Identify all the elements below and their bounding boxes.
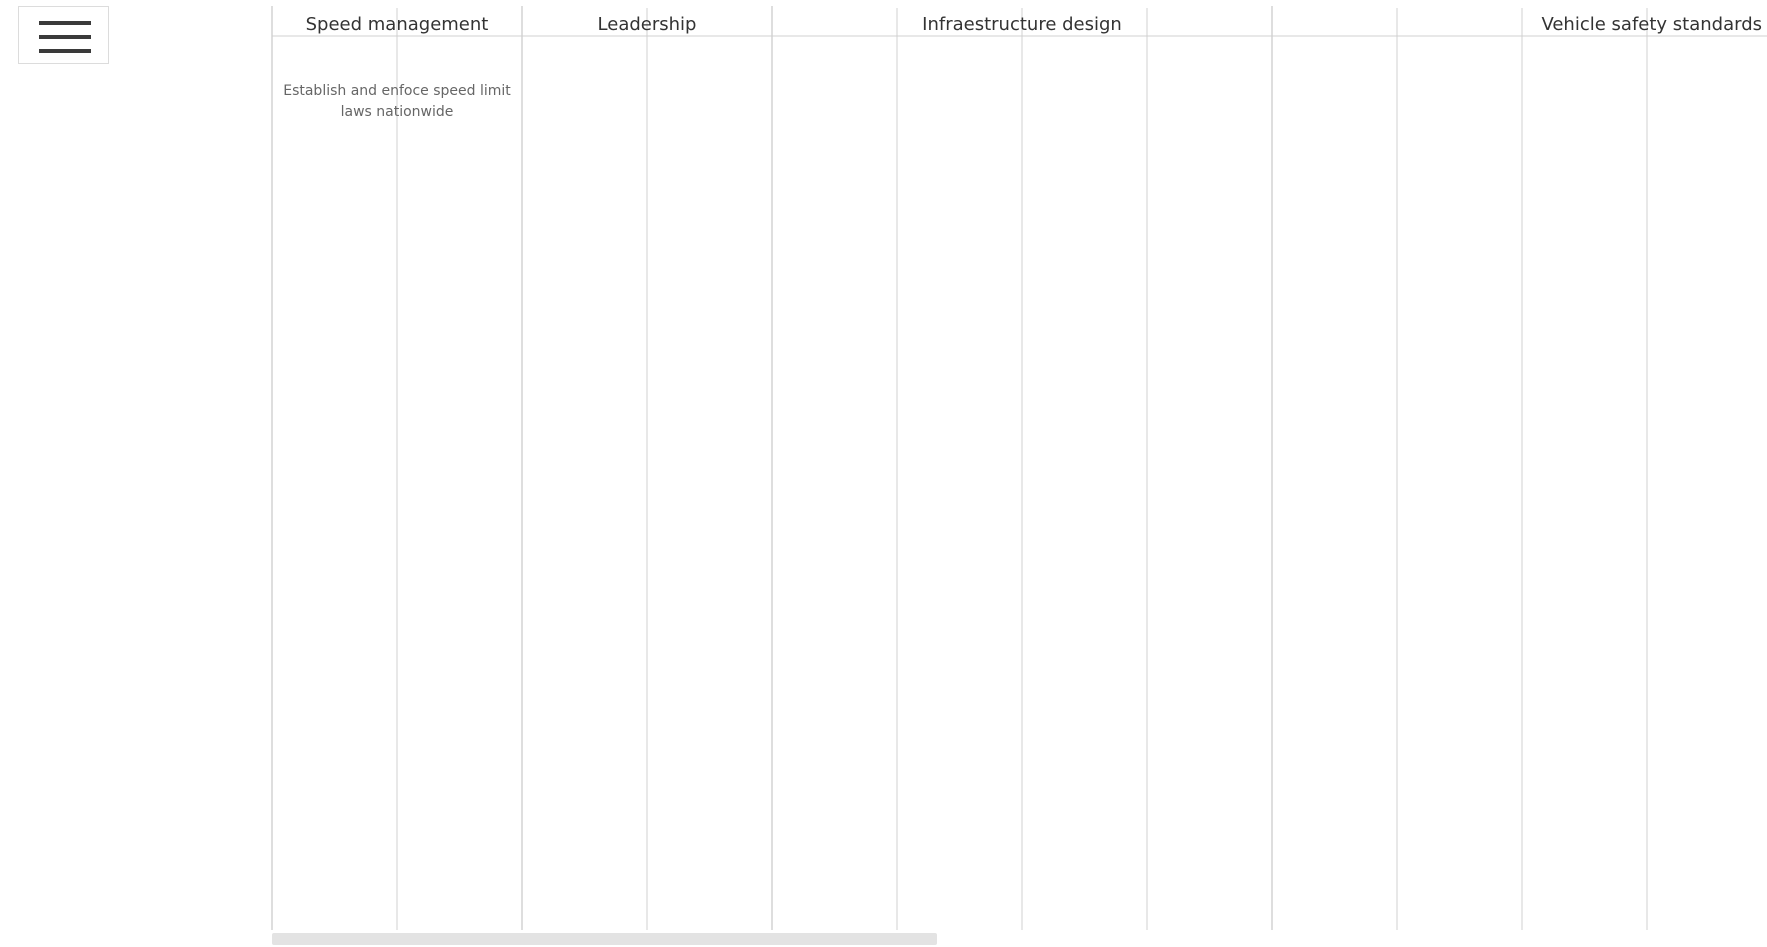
column-group-title: Leadership [597,14,697,35]
column-group-title: Vehicle safety standards [1541,14,1762,35]
horizontal-scrollbar[interactable] [272,933,937,945]
column-label: Establish and enfoce speed limit laws nationwide [283,83,511,120]
column-group-title: Infraestructure design [922,14,1122,35]
column-group-title: Speed management [305,14,489,35]
